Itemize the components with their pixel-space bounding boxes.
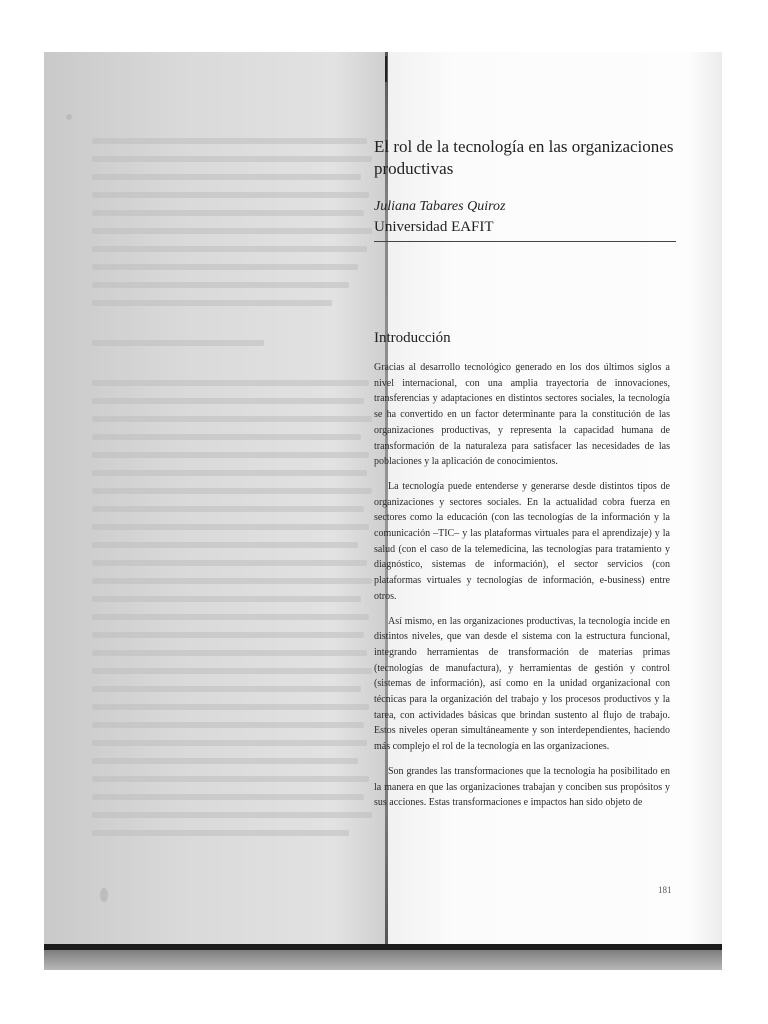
paragraph: Gracias al desarrollo tecnológico generado en los dos últimos siglos a nivel internacional, con una amplia trayectoria de innovaciones, transferencias y adaptaciones en distintos sectores sociales, la tecnología se ha convertido en un factor determinante para la constitución de las organizaciones productivas, y representa la capacidad humana de transformación de la naturaleza para satisfacer las necesidades de las poblaciones y la aplicación de conocimientos.: [374, 362, 670, 468]
title-divider: [374, 241, 676, 242]
body-text: [374, 360, 670, 820]
page-number: 181: [658, 885, 672, 895]
article-title: El rol de la tecnología en las organizaciones productivas: [374, 137, 674, 178]
spine-mark: [385, 56, 387, 82]
faded-left-page-text: [92, 138, 378, 848]
scan-bottom-shadow: [44, 950, 722, 970]
author-name: Juliana Tabares Quiroz: [374, 199, 506, 214]
section-heading: Introducción: [374, 330, 451, 346]
paragraph: Así mismo, en las organizaciones productivas, la tecnología incide en distintos niveles, que van desde el sistema con la estructura funcional, integrando herramientas de transformación de materias primas (tecnologías de manufactura), y herramientas de gestión y control (sistemas de información), así como en la unidad organizacional con técnicas para la organización del trabajo y los procesos productivos y la tarea, con actividades básicas que brindan sustento al flujo de trabajo. Estos niveles operan simultáneamente y son interdependientes, haciendo más complejo el rol de la tecnología en las organizaciones.: [374, 615, 670, 753]
paragraph: Son grandes las transformaciones que la tecnología ha posibilitado en la manera en que las organizaciones trabajan y conciben sus propósitos y sus acciones. Estas transformaciones e impactos han sido objeto de: [374, 765, 670, 809]
author-affiliation: Universidad EAFIT: [374, 219, 494, 235]
left-page-bleed-through: [44, 52, 386, 947]
paragraph: La tecnología puede entenderse y generarse desde distintos tipos de organizaciones y sectores sociales. En la actualidad cobra fuerza en sectores como la educación (con las tecnologías de la información y la comunicación –TIC– y las plataformas virtuales para el aprendizaje) y la salud (con el caso de la telemedicina, las tecnologías para tratamiento y diagnóstico, sistemas de información), el sector servicios (con plataformas virtuales y tecnologías de información, e-business) entre otros.: [374, 480, 670, 602]
